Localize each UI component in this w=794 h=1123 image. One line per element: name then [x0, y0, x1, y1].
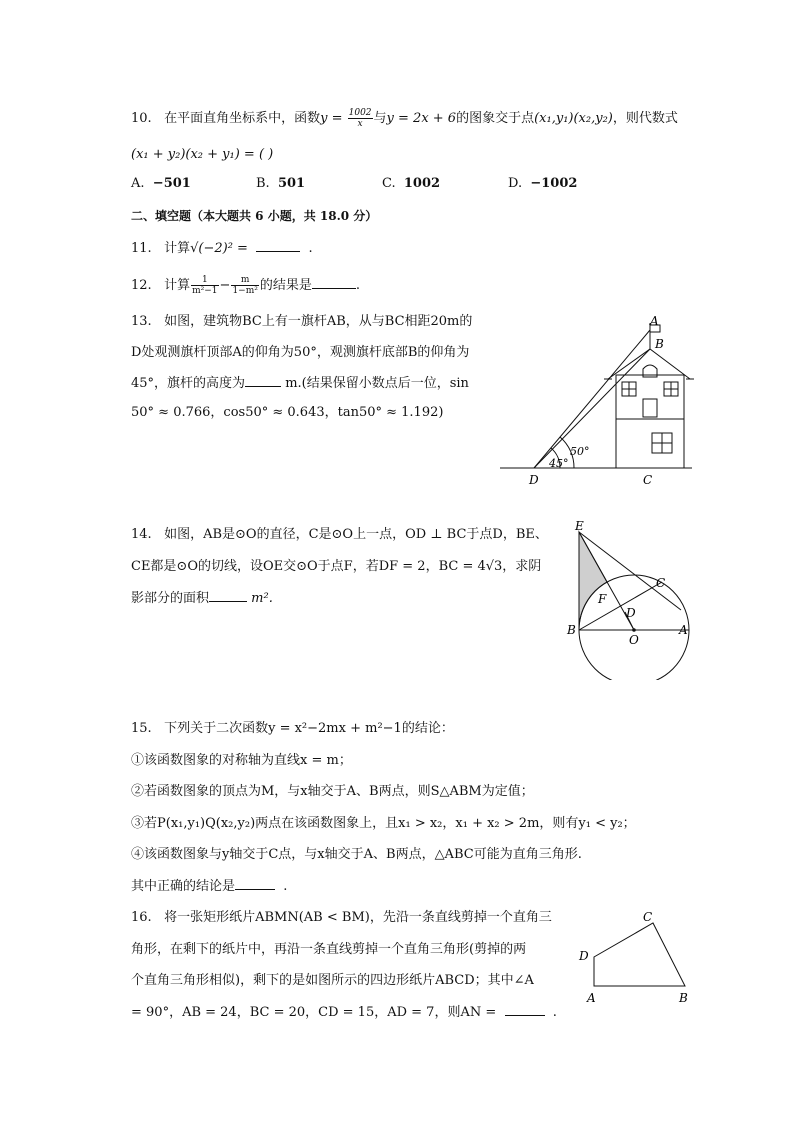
q13-label-d: D: [529, 473, 539, 487]
q13-line2: D处观测旗杆顶部A的仰角为50°，观测旗杆底部B的仰角为: [131, 345, 470, 360]
q10-option-b: B. 501: [256, 176, 306, 191]
q13-label-c: C: [643, 473, 653, 487]
q14-label-d: D: [626, 606, 636, 620]
q10-fraction: $\frac{1002}{x}$: [348, 108, 372, 129]
q15-item-1: ①该函数图象的对称轴为直线x = m；: [131, 753, 352, 768]
q13-angle-45: 45°: [549, 457, 569, 470]
q16-label-b: B: [679, 991, 688, 1005]
q13-line1: 13. 如图，建筑物BC上有一旗杆AB，从与BC相距20m的: [131, 314, 473, 329]
q11-answer-blank: [256, 239, 300, 252]
q13-line3: 45°，旗杆的高度为 m.(结果保留小数点后一位，sin: [131, 376, 469, 391]
q16-line3: 个直角三角形相似)，剩下的是如图所示的四边形纸片ABCD；其中∠A: [131, 973, 534, 988]
q15-intro: 15. 下列关于二次函数y = x²−2mx + m²−1的结论：: [131, 721, 454, 736]
q13-angle-50: 50°: [570, 445, 590, 458]
q14-label-o: O: [629, 633, 639, 647]
q14-answer-blank: [209, 589, 247, 602]
q14-label-f: F: [598, 592, 607, 606]
q14-label-e: E: [575, 520, 584, 533]
q13-building-figure: [500, 315, 700, 490]
q16-line4: = 90°，AB = 24，BC = 20，CD = 15，AD = 7，则AN = .: [131, 1005, 557, 1020]
q14-line2: CE都是⊙O的切线，设OE交⊙O于点F，若DF = 2，BC = 4√3，求阴: [131, 559, 542, 574]
q10-option-c: C. 1002: [382, 176, 441, 191]
q14-circle-figure: [565, 520, 695, 680]
q12-line: 12. 计算 $\frac{1}{\text{m²−1}}$ − $\frac{m}{\text{1−m²}}$ 的结果是 .: [131, 275, 361, 296]
q15-item-3: ③若P(x₁,y₁)Q(x₂,y₂)两点在该函数图象上，且x₁ > x₂，x₁ + x₂ > 2m，则有y₁ < y₂；: [131, 816, 636, 831]
q16-label-a: A: [587, 991, 596, 1005]
q12-fraction-a: $\frac{1}{\text{m²−1}}$: [192, 275, 218, 296]
q16-label-d: D: [579, 949, 589, 963]
q14-line3: 影部分的面积 m².: [131, 591, 273, 606]
q10-text-a: 在平面直角坐标系中，函数: [164, 111, 321, 126]
q13-label-a: A: [650, 315, 659, 328]
q13-answer-blank: [245, 374, 281, 387]
q16-label-c: C: [643, 910, 653, 924]
q10-number: 10.: [131, 111, 152, 126]
q15-item-2: ②若函数图象的顶点为M，与x轴交于A、B两点，则S△ABM为定值；: [131, 784, 534, 799]
q10-line1: [131, 108, 678, 129]
section-heading: 二、填空题（本大题共 6 小题，共 18.0 分）: [131, 209, 378, 223]
q14-label-b: B: [567, 623, 576, 637]
q10-option-d: D. −1002: [508, 176, 578, 191]
q14-label-c: C: [656, 576, 666, 590]
q14-line1: 14. 如图，AB是⊙O的直径，C是⊙O上一点，OD ⊥ BC于点D，BE、: [131, 527, 548, 542]
q10-func2: y = 2x + 6: [386, 111, 457, 126]
q15-conclusion: 其中正确的结论是 .: [131, 879, 288, 894]
q10-points: (x₁,y₁)(x₂,y₂): [534, 111, 613, 126]
q10-option-a: A. −501: [131, 176, 191, 191]
q12-fraction-b: $\frac{m}{\text{1−m²}}$: [232, 275, 258, 296]
q12-answer-blank: [312, 276, 356, 289]
q14-label-a: A: [679, 623, 688, 637]
q11-line: 11. 计算√(−2)² = .: [131, 241, 313, 256]
q10-text-c: 的图象交于点: [456, 111, 535, 126]
q16-line2: 角形，在剩下的纸片中，再沿一条直线剪掉一个直角三角形(剪掉的两: [131, 942, 527, 957]
q15-answer-blank: [235, 877, 275, 890]
q11-expression: √(−2)² =: [190, 241, 248, 256]
q10-line2: (x₁ + y₂)(x₂ + y₁) = ( ): [131, 147, 274, 162]
q10-text-d: ，则代数式: [612, 111, 678, 126]
q10-func1-lhs: y =: [320, 111, 343, 126]
q13-line4: 50° ≈ 0.766，cos50° ≈ 0.643，tan50° ≈ 1.192): [131, 405, 444, 420]
q16-answer-blank: [505, 1003, 545, 1016]
q15-item-4: ④该函数图象与y轴交于C点，与x轴交于A、B两点，△ABC可能为直角三角形.: [131, 847, 582, 862]
q16-quadrilateral-figure: [575, 908, 700, 1008]
q13-label-b: B: [655, 337, 664, 351]
q10-text-b: 与: [373, 111, 387, 126]
q16-line1: 16. 将一张矩形纸片ABMN(AB < BM)，先沿一条直线剪掉一个直角三: [131, 910, 552, 925]
